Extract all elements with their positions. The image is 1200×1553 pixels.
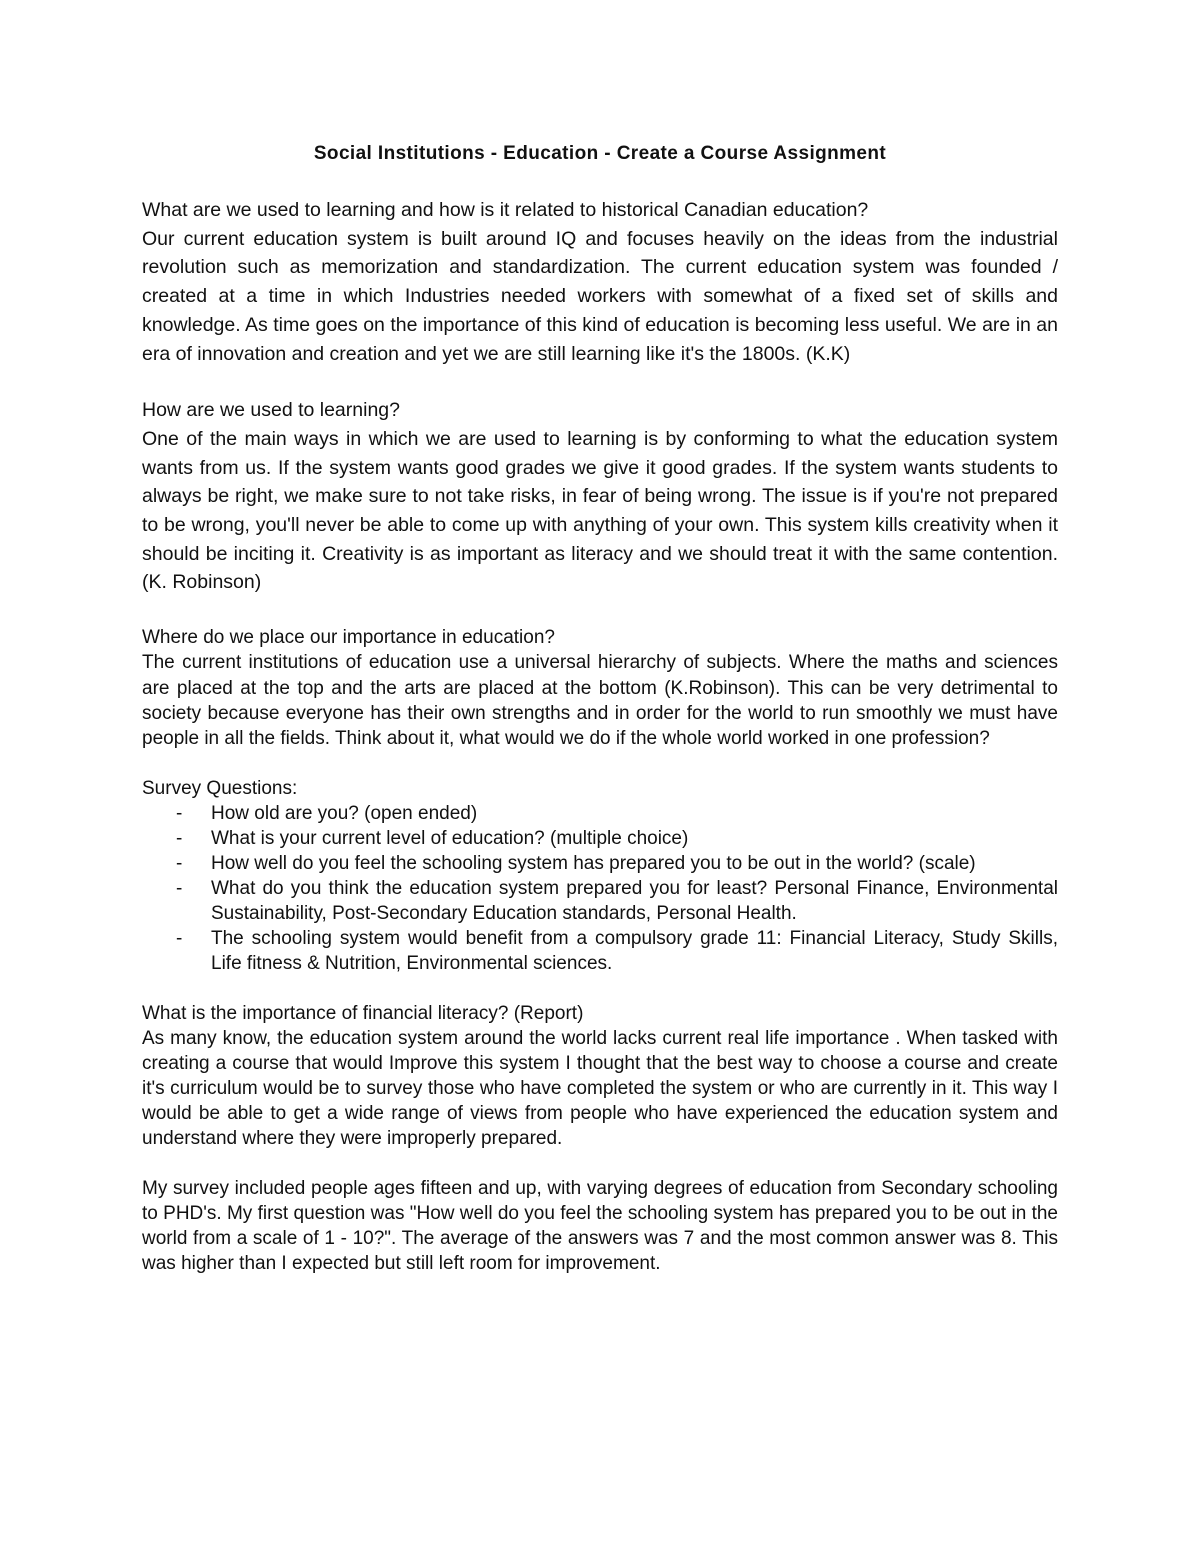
section-question: What is the importance of financial literacy? (Report) [142,1003,584,1025]
section-survey-results [142,1176,1058,1276]
section-question: How are we used to learning? [142,399,400,422]
section-body: One of the main ways in which we are used to learning is by conforming to what the education system wants from us. If the system wants good grades we give it good grades. If the system wants students to always be right, we make sure to not take risks, in fear of being wrong. The issue is if you're not prepared to be wrong, you'll never be able to come up with anything of your own. This system kills creativity when it should be inciting it. Creativity is as important as literacy and we should treat it with the same contention. (K. Robinson) [142,427,1058,594]
list-item-text: How old are you? (open ended) [211,803,478,825]
section-body: As many know, the education system around the world lacks current real life importance . When tasked with creating a course that would Improve this system I thought that the best way to choose a course and create it's curriculum would be to survey those who have completed the system or who are currently in it. This way I would be able to get a wide range of views from people who have experienced the education system and understand where they were improperly prepared. [142,1028,1058,1150]
list-bullet: - [176,853,183,875]
list-item-text: The schooling system would benefit from a compulsory grade 11: Financial Literacy, Study Skills, Life fitness & Nutrition, Environmental sciences. [211,928,1058,975]
list-item-text: How well do you feel the schooling system has prepared you to be out in the world? (scale) [211,853,976,875]
section-body: The current institutions of education use a universal hierarchy of subjects. Where the maths and sciences are placed at the top and the arts are placed at the bottom (K.Robinson). This can be very detrimental to society because everyone has their own strengths and in order for the world to run smoothly we must have people in all the fields. Think about it, what would we do if the whole world worked in one profession? [142,652,1058,749]
section-historical-education [142,196,1058,368]
list-item [176,926,1058,976]
document-title: Social Institutions - Education - Create a Course Assignment [313,143,887,164]
list-item [176,876,1058,926]
list-item-text: What is your current level of education? (multiple choice) [211,828,689,850]
list-bullet: - [176,878,183,900]
list-bullet: - [176,828,183,850]
survey-heading: Survey Questions: [142,778,298,800]
list-item-text: What do you think the education system prepared you for least? Personal Finance, Environmental Sustainability, Post-Secondary Education standards, Personal Health. [211,878,1058,925]
section-how-we-learn [142,396,1058,597]
section-importance [142,625,1058,751]
survey-list [142,801,1058,976]
document-page [142,140,1058,1276]
section-question: What are we used to learning and how is it related to historical Canadian education? [142,199,869,221]
list-item [176,851,1058,876]
list-bullet: - [176,928,183,950]
section-financial-literacy-report [142,1001,1058,1151]
section-question: Where do we place our importance in education? [142,627,555,649]
survey-questions-section [142,776,1058,976]
list-item [176,826,1058,851]
section-body: My survey included people ages fifteen and up, with varying degrees of education from Secondary schooling to PHD's. My first question was "How well do you feel the schooling system has prepared you to be out in the world from a scale of 1 - 10?". The average of the answers was 7 and the most common answer was 8. This was higher than I expected but still left room for improvement. [142,1178,1058,1275]
section-body: Our current education system is built around IQ and focuses heavily on the ideas from the industrial revolution such as memorization and standardization. The current education system was founded / created at a time in which Industries needed workers with somewhat of a fixed set of skills and knowledge. As time goes on the importance of this kind of education is becoming less useful. We are in an era of innovation and creation and yet we are still learning like it's the 1800s. (K.K) [142,227,1058,365]
list-bullet: - [176,803,183,825]
list-item [176,801,1058,826]
